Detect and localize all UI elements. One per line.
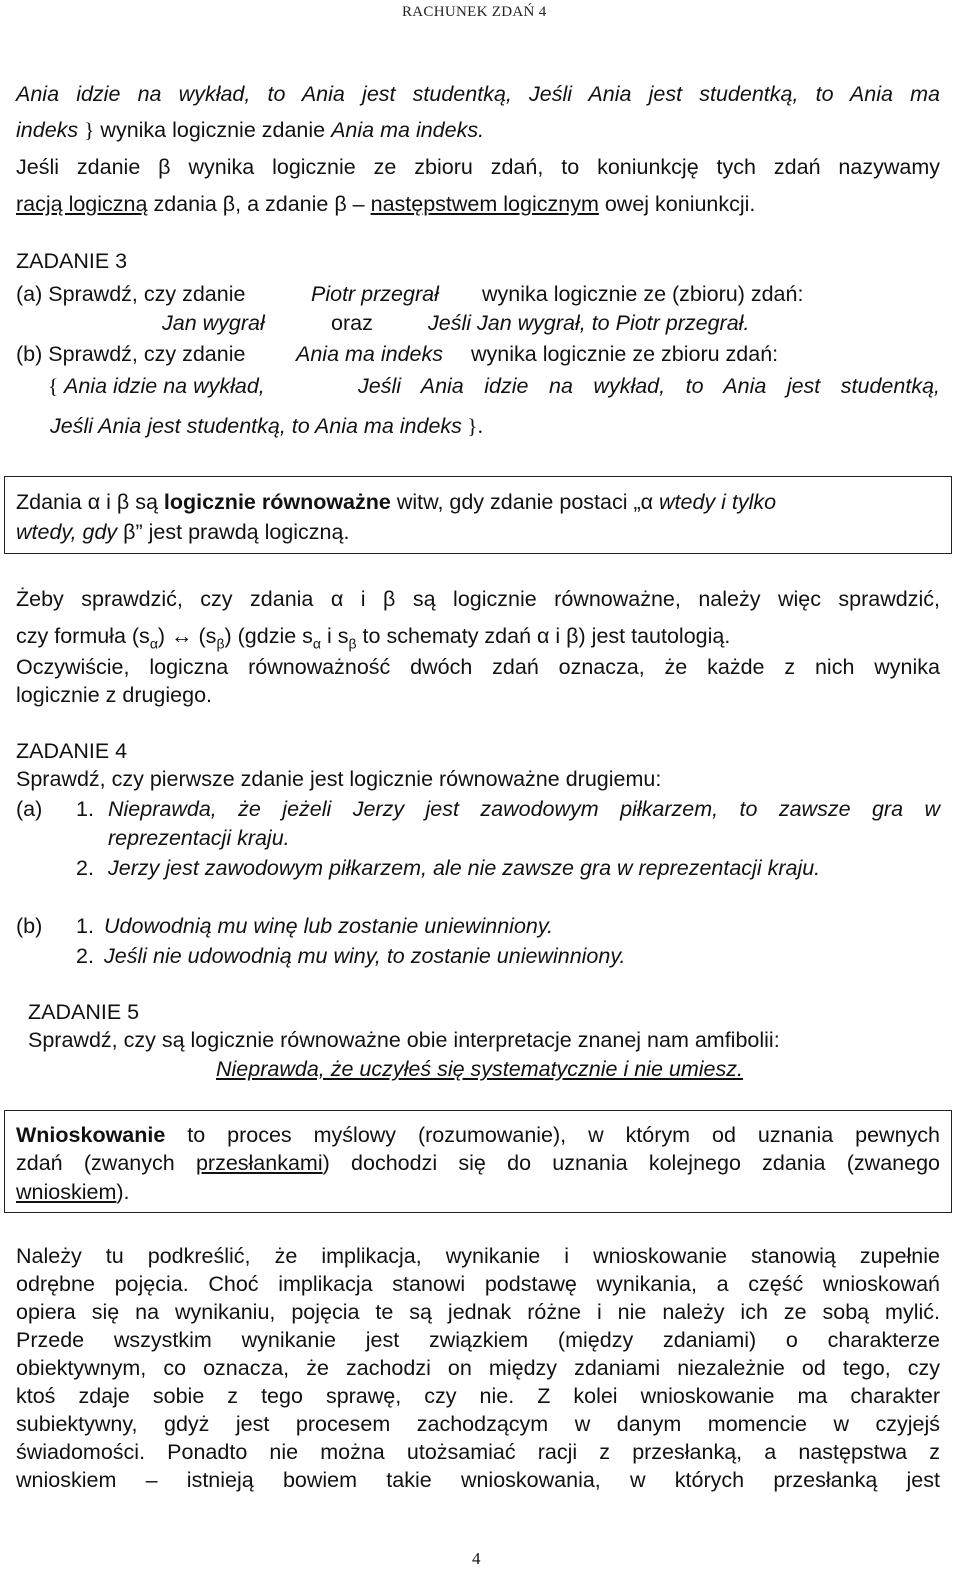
final-para-line: opiera się na wynikaniu, pojęcia te są jednak różne i nie należy ich ze sobą mylić. (16, 1300, 940, 1324)
zadanie-4b-2-number: 2. (76, 944, 94, 968)
zadanie-4a-label: (a) (16, 797, 43, 821)
equivalence-para-line-2: czy formuła $(s_\alpha)$ ↔ $(s_\beta)$ (gdzie $s_\alpha$ i $s_\beta$ to schematy zdań α i β) jest tautologią. (16, 624, 731, 652)
zadanie-3a-premise-2: Jeśli Jan wygrał, to Piotr przegrał. (428, 311, 750, 335)
zadanie-4b-2: Jeśli nie udowodnią mu winy, to zostanie uniewinniony. (104, 944, 626, 968)
equivalence-para-line-4: logicznie z drugiego. (16, 683, 213, 707)
final-para-line: obiektywnym, co oznacza, że zachodzi on między zdaniami niezależnie od tego, czy (16, 1356, 940, 1380)
final-para-line: Przede wszystkim wynikanie jest związkiem (między zdaniami) o charakterze (16, 1328, 940, 1352)
zadanie-4a-2: Jerzy jest zawodowym piłkarzem, ale nie zawsze gra w reprezentacji kraju. (108, 856, 821, 880)
equivalence-definition-line-2: wtedy, gdy β” jest prawdą logiczną. (16, 520, 350, 544)
zadanie-3-title: ZADANIE 3 (16, 249, 128, 273)
intro-line-3: Jeśli zdanie β wynika logicznie ze zbioru zdań, to koniunkcję tych zdań nazywamy (16, 155, 940, 179)
inference-definition-line-3: wnioskiem). (16, 1180, 130, 1204)
zadanie-4b-1: Udowodnią mu winę lub zostanie uniewinniony. (104, 914, 553, 938)
zadanie-3a-oraz: oraz (331, 311, 373, 335)
zadanie-4-title: ZADANIE 4 (16, 739, 128, 763)
zadanie-3b-suffix: wynika logicznie ze zbioru zdań: (471, 342, 779, 366)
final-para-line: świadomości. Ponadto nie można utożsamiać racji z przesłanką, a następstwa z (16, 1440, 940, 1464)
zadanie-3b-sentence: Ania ma indeks (296, 342, 443, 366)
intro-line-2: indeks } wynika logicznie zdanie Ania ma indeks. (16, 118, 485, 142)
zadanie-4a-2-number: 2. (76, 856, 94, 880)
zadanie-4a-1-number: 1. (76, 797, 94, 821)
page-number: 4 (472, 1549, 481, 1568)
inference-definition-line-1: Wnioskowanie to proces myślowy (rozumowanie), w którym od uznania pewnych (16, 1123, 940, 1147)
intro-line-4: racją logiczną zdania β, a zdanie β – następstwem logicznym owej koniunkcji. (16, 192, 756, 216)
zadanie-3b-premise-1: Ania idzie na wykład, (64, 374, 265, 398)
zadanie-3b-premise-2: Jeśli Ania idzie na wykład, to Ania jest studentką, (358, 374, 940, 398)
equivalence-para-line-1: Żeby sprawdzić, czy zdania α i β są logicznie równoważne, należy więc sprawdzić, (16, 587, 940, 611)
inference-definition-line-2: zdań (zwanych przesłankami) dochodzi się do uznania kolejnego zdania (zwanego (16, 1151, 940, 1175)
zadanie-4a-1-line-1: Nieprawda, że jeżeli Jerzy jest zawodowym piłkarzem, to zawsze gra w (108, 797, 940, 821)
equivalence-para-line-3: Oczywiście, logiczna równoważność dwóch zdań oznacza, że każde z nich wynika (16, 655, 940, 679)
zadanie-3b-brace-open: { (48, 374, 59, 398)
final-para-line: subiektywny, gdyż jest procesem zachodzącym w danym momencie w czyjejś (16, 1412, 940, 1436)
zadanie-3a-suffix: wynika logicznie ze (zbioru) zdań: (482, 282, 804, 306)
zadanie-3b-premise-3-line: Jeśli Ania jest studentką, to Ania ma indeks }. (50, 414, 483, 438)
final-para-line: Należy tu podkreślić, że implikacja, wynikanie i wnioskowanie stanowią zupełnie (16, 1244, 940, 1268)
zadanie-3b-prefix: (b) Sprawdź, czy zdanie (16, 342, 246, 366)
zadanie-4b-1-number: 1. (76, 914, 94, 938)
final-para-line: wnioskiem – istnieją bowiem takie wnioskowania, w których przesłanką jest (16, 1468, 940, 1492)
zadanie-5-sentence: Nieprawda, że uczyłeś się systematycznie i nie umiesz. (216, 1057, 743, 1081)
zadanie-4b-label: (b) (16, 914, 43, 938)
intro-line-1: Ania idzie na wykład, to Ania jest studentką, Jeśli Ania jest studentką, to Ania ma (16, 82, 940, 106)
zadanie-3a-sentence: Piotr przegrał (311, 282, 439, 306)
zadanie-4a-1-line-2: reprezentacji kraju. (108, 826, 290, 850)
equivalence-definition-line-1: Zdania α i β są logicznie równoważne witw, gdy zdanie postaci „α wtedy i tylko (16, 490, 777, 514)
final-para-line: ktoś zdaje sobie z tego sprawę, czy nie. Z kolei wnioskowanie ma charakter (16, 1384, 940, 1408)
zadanie-4-intro: Sprawdź, czy pierwsze zdanie jest logicznie równoważne drugiemu: (16, 767, 662, 791)
zadanie-5-intro: Sprawdź, czy są logicznie równoważne obie interpretacje znanej nam amfibolii: (28, 1028, 780, 1052)
final-para-line: odrębne pojęcia. Choć implikacja stanowi podstawę wynikania, a część wnioskowań (16, 1272, 940, 1296)
zadanie-3a-premise-1: Jan wygrał (162, 311, 265, 335)
running-header: RACHUNEK ZDAŃ 4 (402, 4, 547, 20)
zadanie-3a-prefix: (a) Sprawdź, czy zdanie (16, 282, 246, 306)
zadanie-5-title: ZADANIE 5 (28, 1000, 140, 1024)
